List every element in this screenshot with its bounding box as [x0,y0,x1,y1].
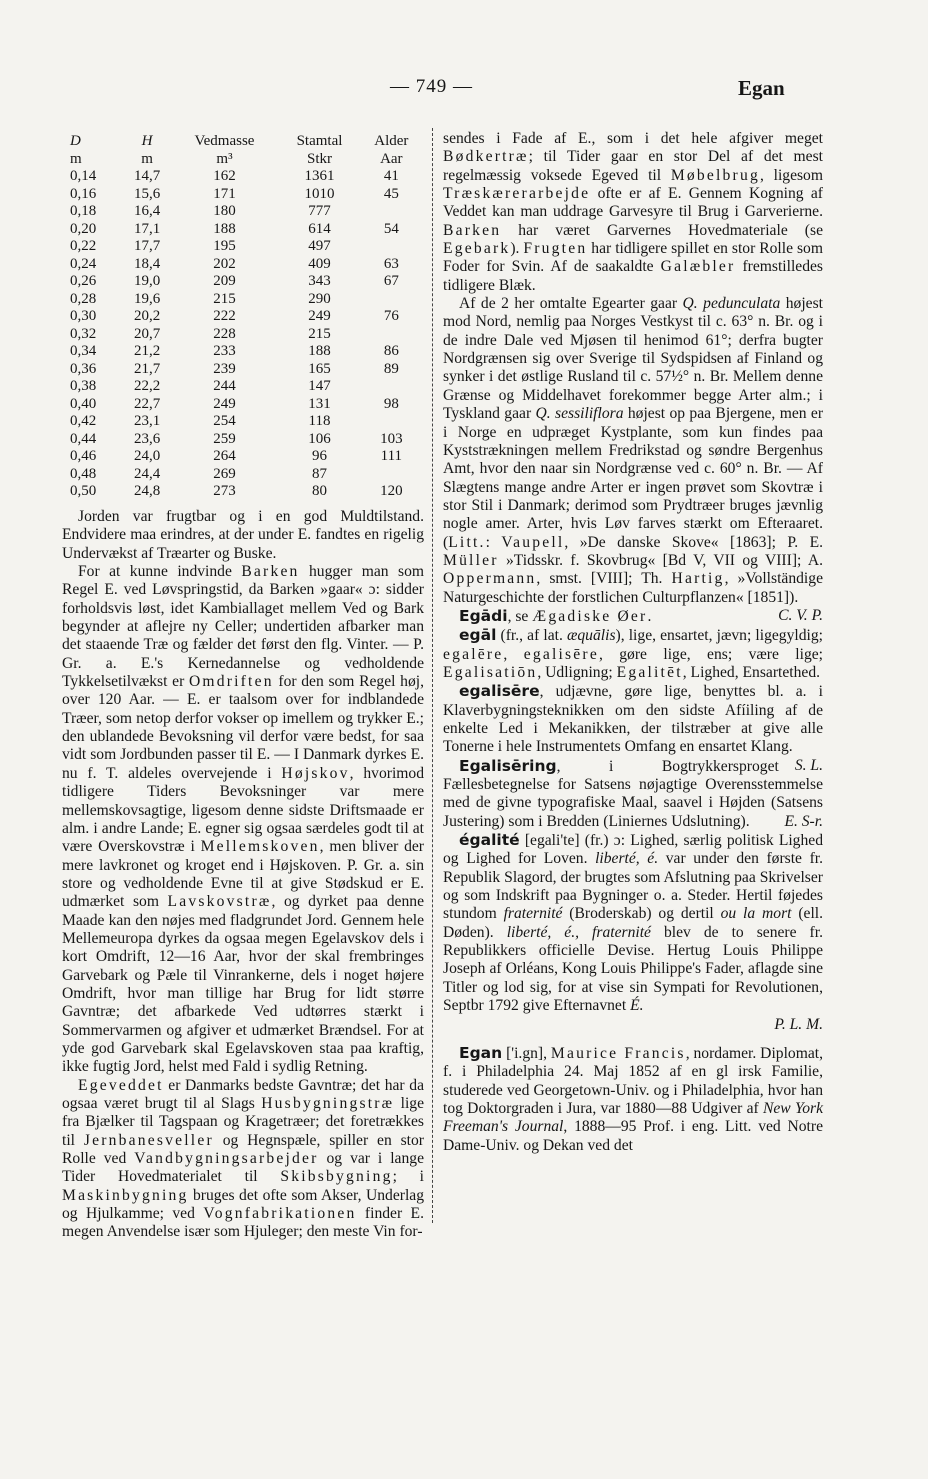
entry-egadi: Egādi, se Ægadiske Øer. [459,606,652,625]
table-cell: 17,1 [133,220,161,237]
table-row [62,291,422,309]
table-cell: 215 [308,325,331,342]
table-cell: 118 [308,413,331,429]
table-cell: 215 [213,290,236,307]
table-cell [361,466,422,484]
table-cell: 22,2 [133,378,161,394]
table-row [62,483,422,501]
signature: E. S-r. [784,812,823,830]
headword: egāl [459,626,497,645]
entry-egal: egāl (fr., af lat. æquālis), lige, ensartet, jævn; ligegyldig; egalēre, egalisēre, gøre lige, ens; være lige; Egalisatiōn, Udligning; Egalitēt, Lighed, Ensartethed. [443,626,824,681]
table-cell: 0,48 [70,465,97,482]
table-cell: 120 [380,483,403,499]
paragraph: sendes i Fade af E., som i det hele afgiver meget Bødkertræ; til Tider gaar en stor Del af det mest regelmæssig voksede Egeved til Møbelbrug, ligesom Træskærerarbejde ofte er af E. Gennem Kogning af Veddet kan man uddrage Garvesyre til Brug i Garverierne. Barken har været Garvernes Hovedmateriale (se Egebark). Frugten har tidligere spillet en stor Rolle som Foder for Svin. Af de saakaldte Galæbler fremstilledes tidligere Blæk. [443,130,823,294]
table-cell: 0,26 [70,273,97,289]
left-column [62,508,424,1242]
table-cell: 106 [308,430,331,447]
col-header: H [141,133,153,149]
col-unit: m³ [216,150,233,167]
table-row [62,396,422,414]
table-cell: 777 [308,203,331,219]
table-cell: 239 [213,360,236,377]
table-cell: 63 [383,255,399,272]
table-cell [361,413,422,431]
table-cell: 15,6 [133,185,161,202]
table-cell: 22,7 [133,395,161,412]
table-cell: 0,42 [70,413,97,429]
table-row [62,203,422,221]
table-cell [361,326,422,344]
table-cell: 96 [312,448,327,464]
table-cell: 497 [308,238,331,254]
table-cell: 0,28 [70,290,97,307]
table-cell: 131 [308,395,331,412]
table-cell: 76 [383,308,399,324]
table-cell: 23,1 [133,413,161,429]
table-cell: 19,6 [133,290,161,307]
paragraph: Jorden var frugtbar og i en god Muldtilstand. Endvidere maa erindres, at der under E. fandtes en rigelig Undervækst af Træarter og Buske. [62,508,424,562]
headword: egalisēre [459,682,540,701]
table-cell: 54 [383,220,399,237]
table-cell: 180 [213,203,236,219]
table-cell: 343 [308,273,331,289]
right-column [443,130,823,1155]
table-cell: 209 [213,273,236,289]
table-cell: 20,7 [133,325,161,342]
table-cell: 188 [308,343,331,359]
table-cell: 41 [383,168,399,184]
table-cell [361,203,422,221]
table-cell: 1010 [304,185,335,202]
table-cell: 0,24 [70,255,97,272]
table-cell: 0,22 [70,238,97,254]
table-cell: 103 [380,430,403,447]
table-cell: 80 [312,483,327,499]
paragraph: Egeveddet er Danmarks bedste Gavntræ; det har da ogsaa været brugt til al Slags Husbygningstræ lige fra Bjælker til Tagspaan og Kragetræer; det foretrækkes til Jernbanesveller og Hegnspæle, spiller en stor Rolle ved Vandbygningsarbejder og var i lange Tider Hovedmaterialet til Skibsbygning; i Maskinbygning bruges det ofte som Akser, Underlag og Hjulkamme; ved Vognfabrikationen finder E. megen Anvendelse især som Hjuleger; den meste Vin for- [62,1076,424,1241]
table-cell: 0,36 [70,360,97,377]
table-cell: 273 [213,483,236,499]
table-cell: 0,46 [70,448,97,464]
table-row [62,361,422,379]
table-cell: 0,16 [70,185,97,202]
table-cell: 162 [213,168,236,184]
table-cell [361,238,422,256]
table-cell: 89 [383,360,399,377]
table-cell: 0,30 [70,308,97,324]
headword: égalité [459,831,520,850]
table-cell: 165 [308,360,331,377]
headword: Egan [459,1043,503,1062]
table-cell: 17,7 [133,238,161,254]
table-row [62,448,422,466]
table-row [62,378,422,396]
table-cell: 0,44 [70,430,97,447]
table-cell: 0,50 [70,483,97,499]
table-cell [361,291,422,309]
col-unit: Stkr [306,150,332,167]
stats-table [62,133,422,501]
table-cell: 0,34 [70,343,97,359]
table-cell: 228 [213,325,236,342]
entry-egalite: égalité [egali'te] (fr.) ɔ: Lighed, særlig politisk Lighed og Lighed for Loven. liberté, é. var under den første fr. Republik Slagord, der brugtes som Afslutning paa Skrivelser og som Indskrift paa Bygninger o. a. Steder. Hertil føjedes stundom fraternité (Broderskab) og dertil ou la mort (ell. Døden). liberté, é., fraternité blev de to senere fr. Republikkers officielle Devise. Hertug Louis Philippe Joseph af Orléans, Kong Louis Philippe's Fader, aflagde sine Titler og lod sig, for at vise sin Sympati for Revolutionen, Septbr 1792 give Efternavnet É. P. L. M. [443,831,824,1033]
entry-egalisering: Egalisēring, i Bogtrykkersproget Fællesbetegnelse for Satsens nøjagtige Overensstemmelse med de givne typografiske Maal, saavel i Højden (Satsens Justering) som i Bredden (Liniernes Udslutning). E. S-r. [443,756,823,830]
headword: Egalisēring [459,756,557,775]
table-cell: 0,20 [70,220,97,237]
table-row [62,238,422,256]
table-row [62,186,422,204]
page-number: — 749 — [390,76,473,97]
table-cell: 1361 [304,168,335,184]
table-cell: 202 [213,255,236,272]
column-divider [432,128,433,1223]
entry-egan: Egan ['i.gn], Maurice Francis, nordamer. Diplomat, f. i Philadelphia 24. Maj 1852 af en gl irsk Familie, studerede ved Georgetown-Univ. og i Philadelphia, hvor han tog Doktorgraden i Jura, var 1880—88 Udgiver af New York Freeman's Journal, 1888—95 Prof. i eng. Litt. ved Notre Dame-Univ. og Dekan ved det [443,1043,823,1154]
table-cell: 21,2 [133,343,161,359]
table-row [62,273,422,291]
table-cell: 14,7 [133,168,161,184]
table-cell: 111 [380,448,403,464]
table-row [62,326,422,344]
table-row [62,466,422,484]
table-cell [361,378,422,396]
table-header-row [62,133,422,151]
table-row [62,431,422,449]
table-cell: 0,18 [70,203,97,219]
running-headword: Egan [738,76,785,100]
headword: Egādi [459,606,508,625]
table-cell: 19,0 [133,273,161,289]
table-cell: 614 [308,220,331,237]
table-cell: 18,4 [133,255,161,272]
table-cell: 244 [213,378,236,394]
table-cell: 0,14 [70,168,97,184]
table-cell: 0,40 [70,395,97,412]
table-cell: 233 [213,343,236,359]
table-cell: 147 [308,378,331,394]
table-cell: 21,7 [133,360,161,377]
signature: P. L. M. [774,1015,823,1033]
table-cell: 290 [308,290,331,307]
table-cell: 195 [213,238,236,254]
signature: S. L. [794,756,823,774]
paragraph: For at kunne indvinde Barken hugger man som Regel E. ved Løvspringstid, da Barken »gaar« ɔ: sidder forholdsvis løst, idet Kambiallaget mellem Ved og Bark begynder at aflejre ny Celler; undertiden afbarker man det staaende Træ og fælder det først den flg. Vinter. — P. Gr. a. E.'s Kernedannelse og vedholdende Tykkelsetilvækst er Omdriften for den som Regel høj, over 120 Aar. — E. er taalsom over for indblandede Træer, som netop derfor vokser op imellem og trykker E.; den ublandede Bevoksning vil derfor være bedst, for saa vidt som Jordbunden passer til E. — I Danmark dyrkes E. nu f. T. aldeles overvejende i Højskov, hvorimod tidligere Tiders Bevoksninger var mere mellemskovsagtige, ligesom denne sidste Driftsmaade er alm. i andre Lande; E. egner sig ogsaa særdeles godt til at være Overskovstræ i Mellemskoven, men bliver der mere lavkronet og kroget end i Højskoven. P. Gr. a. sin store og vedholdende Evne til at give Stødskud er E. udmærket som Lavskovstræ, og dyrket paa denne Maade kan den nøjes med fladgrundet Jord. Gennem hele Mellemeuropa dyrkes da ogsaa megen Egelavskov dels i kort Omdrift, 12—16 Aar, hvor der skal frembringes Garvebark og Pæle til Vinrankerne, dels i noget højere Omdrift, hvor man tillige har Brug for lidt større Gavntræ; det afbarkede Ved udtørres stærkt i Sommervarmen og afgiver et udmærket Brændsel. For at yde god Garvebark skal Egelavskoven staa paa kraftig, ikke fugtig Jord, helst med Fald i sydlig Retning. [62,563,424,1076]
table-cell: 23,6 [133,430,161,447]
table-row [62,256,422,274]
table-cell: 249 [308,308,331,324]
table-units-row [62,151,422,169]
table-cell: 254 [213,413,236,429]
table-cell: 45 [383,185,399,202]
table-cell: 24,0 [133,448,161,464]
table-cell: 86 [383,343,399,359]
table-cell: 222 [213,308,236,324]
col-unit: m [141,150,153,167]
table-cell: 188 [213,220,236,237]
table-cell: 98 [383,395,399,412]
col-unit: Aar [380,150,403,167]
table-cell: 16,4 [133,203,161,219]
table-cell: 259 [213,430,236,447]
col-header: Alder [374,133,409,149]
table-cell: 67 [383,273,399,289]
table-row [62,413,422,431]
table-cell: 264 [213,448,236,464]
table-cell: 0,32 [70,325,97,342]
col-header: Stamtal [296,133,343,149]
table-cell: 269 [213,465,236,482]
col-header: Vedmasse [194,133,255,149]
paragraph: Af de 2 her omtalte Egearter gaar Q. pedunculata højest mod Nord, nemlig paa Norges Vestkyst til c. 63° n. Br. og i de indre Dale ved Mjøsen til henimod 61°; derfra bugter Nordgrænsen sig over Sverige til Sydspidsen af Finland og synker i det østlige Rusland til c. 57½° n. Br. Mellem denne Grænse og Middelhavet forekommer begge Arter alm.; i Tyskland gaar Q. sessiliflora højest op paa Bjergene, men er i Norge en udpræget Kystplante, som kun findes paa Kyststrækningen mellem Fredrikstad og søndre Bergenhus Amt, hvor den naar sin Nordgrænse ved c. 60° n. Br. — Af Slægtens mange andre Arter er ingen prøvet som Skovtræ i stor Stil i Danmark; derimod som Prydtræer bruges jævnlig nogle amer. Arter, hvis Løv farves stærkt om Efteraaret. (Litt.: Vaupell, »De danske Skove« [1863]; P. E. Müller »Tidsskr. f. Skovbrug« [Bd V, VII og VIII]; A. Oppermann, smst. [VIII]; Th. Hartig, »Vollständige Naturgeschichte der forstlichen Culturpflanzen« [1851]). C. V. P. [443,295,824,624]
table-cell: 24,8 [133,483,161,499]
col-unit: m [70,150,82,167]
signature: C. V. P. [778,606,823,624]
table-cell: 24,4 [133,465,161,482]
table-row [62,343,422,361]
table-cell: 249 [213,395,236,412]
col-header: D [70,133,81,149]
table-cell: 20,2 [133,308,161,324]
table-row [62,308,422,326]
table-cell: 171 [213,185,236,202]
table-cell: 0,38 [70,378,97,394]
table-row [62,221,422,239]
table-cell: 87 [312,465,327,482]
entry-egalisere: egalisēre, udjævne, gøre lige, benyttes bl. a. i Klaverbygningsteknikken om den sidste Afíiling af de enkelte Led i Mekanikken, der tilstræber at give alle Tonerne i hele Instrumentets Omfang en ensartet Klang. S. L. [443,682,823,774]
table-row [62,168,422,186]
table-cell: 409 [308,255,331,272]
